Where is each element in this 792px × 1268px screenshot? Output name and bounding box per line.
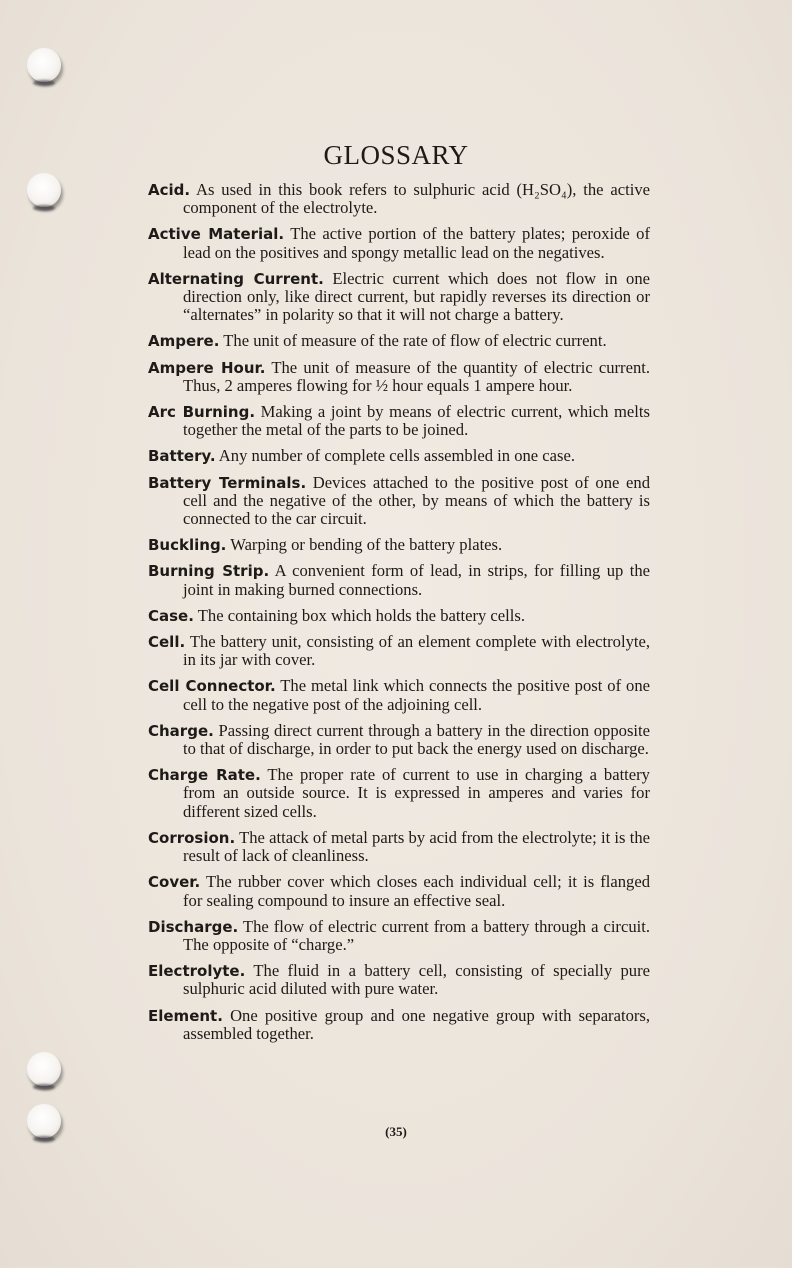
glossary-definition: One positive group and one negative group with separators, assembled together.	[183, 1005, 650, 1043]
glossary-entry	[148, 270, 650, 325]
glossary-definition: The proper rate of current to use in charging a battery from an outside source. It is expressed in amperes and varies for different sized cells.	[183, 765, 650, 821]
glossary-entry	[148, 766, 650, 821]
glossary-term: Battery.	[148, 447, 216, 466]
glossary-term: Element.	[148, 1006, 223, 1025]
binder-hole	[27, 173, 61, 207]
glossary-definition: As used in this book refers to sulphuric acid (H₂SO₄), the active component of the electrolyte.	[183, 180, 650, 218]
glossary-definition: Warping or bending of the battery plates.	[226, 535, 503, 555]
glossary-term: Acid.	[148, 181, 191, 199]
glossary-entry	[148, 359, 650, 395]
glossary-definition: Any number of complete cells assembled in one case.	[215, 446, 576, 466]
binder-hole	[27, 1052, 61, 1086]
glossary-entry	[148, 918, 650, 954]
glossary-term: Active Material.	[148, 225, 285, 244]
glossary-entry	[148, 181, 650, 217]
glossary-term: Cover.	[148, 873, 201, 892]
glossary-entry	[148, 607, 650, 625]
glossary-entry	[148, 225, 650, 261]
glossary-entry	[148, 1007, 650, 1043]
glossary-entry	[148, 677, 650, 713]
glossary-definition: The metal link which connects the positive post of one cell to the negative post of the adjoining cell.	[183, 676, 650, 714]
page-number: (35)	[385, 1124, 407, 1139]
glossary-entry	[148, 562, 650, 598]
glossary-definition: The unit of measure of the quantity of electric current. Thus, 2 amperes flowing for ½ hour equals 1 ampere hour.	[183, 357, 651, 395]
glossary-definition: The fluid in a battery cell, consisting of specially pure sulphuric acid diluted with pure water.	[183, 961, 650, 999]
glossary-definition: Electric current which does not flow in one direction only, like direct current, but rapidly reverses its direction or “alternates” in polarity so that it will not charge a battery.	[183, 268, 651, 325]
glossary-term: Charge Rate.	[148, 766, 261, 785]
glossary-definition: The containing box which holds the battery cells.	[193, 605, 525, 625]
glossary-term: Arc Burning.	[148, 403, 256, 422]
glossary-definition: The attack of metal parts by acid from the electrolyte; it is the result of lack of cleanliness.	[183, 827, 650, 866]
glossary-entry	[148, 403, 650, 439]
glossary-term: Burning Strip.	[148, 562, 270, 581]
binder-hole	[27, 48, 61, 82]
glossary-term: Discharge.	[148, 917, 239, 936]
glossary-definition: Passing direct current through a battery in the direction opposite to that of discharge, in order to put back the energy used on discharge.	[183, 720, 650, 759]
glossary-term: Alternating Current.	[148, 269, 324, 288]
glossary-entry	[148, 722, 650, 758]
glossary-term: Case.	[148, 606, 194, 625]
glossary-entry	[148, 536, 650, 554]
glossary-entry	[148, 633, 650, 669]
glossary-entry	[148, 962, 650, 998]
glossary-term: Electrolyte.	[148, 962, 246, 981]
glossary-term: Ampere Hour.	[148, 358, 266, 377]
glossary-term: Ampere.	[148, 332, 220, 351]
glossary-definition: Devices attached to the positive post of one end cell and the negative of the other, by means of which the battery is connected to the car circuit.	[183, 472, 650, 529]
glossary-list	[148, 181, 650, 1051]
glossary-definition: The battery unit, consisting of an element complete with electrolyte, in its jar with cover.	[183, 632, 650, 670]
glossary-term: Cell Connector.	[148, 677, 276, 696]
glossary-definition: The active portion of the battery plates; peroxide of lead on the positives and spongy metallic lead on the negatives.	[183, 224, 650, 262]
glossary-entry	[148, 829, 650, 865]
glossary-term: Cell.	[148, 633, 186, 652]
glossary-term: Buckling.	[148, 536, 227, 555]
glossary-definition: A convenient form of lead, in strips, for filling up the joint in making burned connections.	[183, 561, 650, 599]
glossary-entry	[148, 474, 650, 529]
glossary-definition: Making a joint by means of electric current, which melts together the metal of the parts to be joined.	[183, 402, 650, 440]
glossary-term: Battery Terminals.	[148, 473, 307, 492]
glossary-term: Corrosion.	[148, 828, 236, 847]
glossary-term: Charge.	[148, 721, 214, 740]
glossary-definition: The flow of electric current from a battery through a circuit. The opposite of “charge.”	[183, 916, 650, 954]
glossary-entry	[148, 447, 650, 465]
glossary-entry	[148, 873, 650, 909]
page-title: GLOSSARY	[323, 140, 469, 170]
glossary-definition: The rubber cover which closes each individual cell; it is flanged for sealing compound to insure an effective seal.	[183, 872, 650, 910]
glossary-entry	[148, 332, 650, 350]
glossary-definition: The unit of measure of the rate of flow of electric current.	[219, 331, 607, 351]
